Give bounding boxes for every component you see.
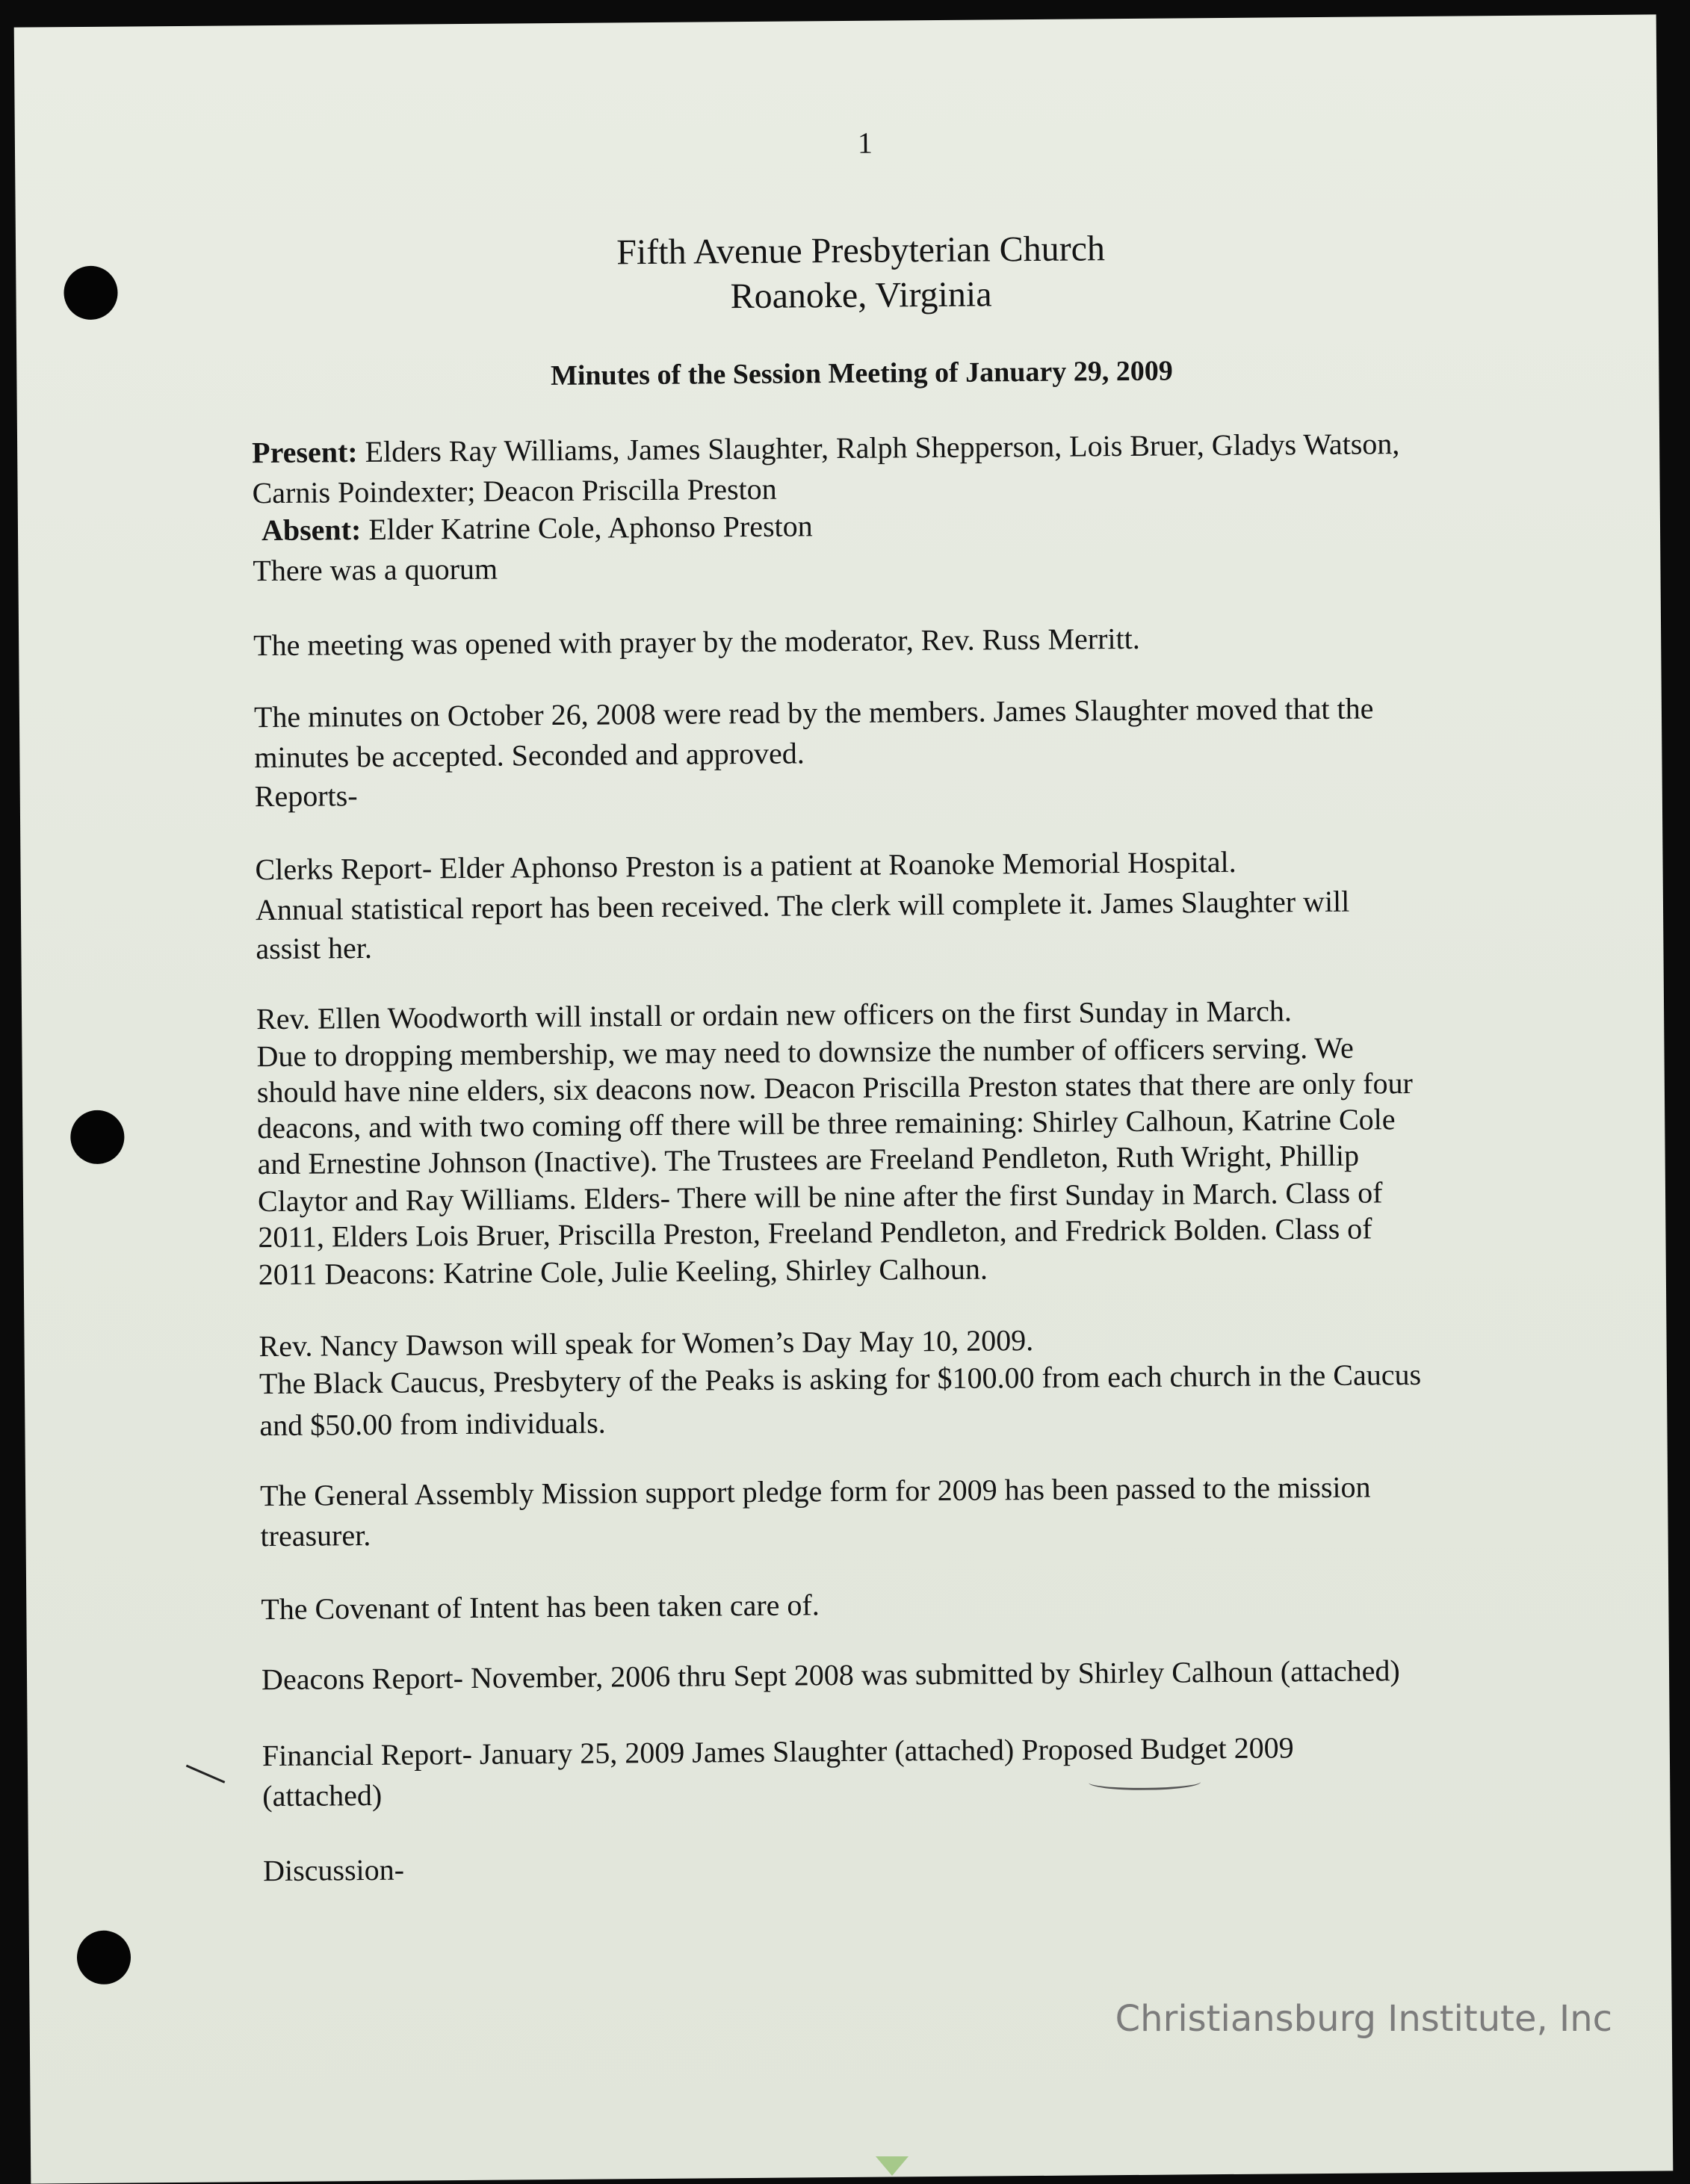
- green-tab-marker: [876, 2156, 909, 2176]
- body-line: Rev. Nancy Dawson will speak for Women’s Day May 10, 2009.: [259, 1323, 1034, 1364]
- body-line: should have nine elders, six deacons now. Deacon Priscilla Preston states that there are only four: [256, 1066, 1414, 1110]
- body-line: Discussion-: [262, 1852, 405, 1888]
- page-number: 1: [857, 126, 873, 160]
- body-line: Due to dropping membership, we may need to downsize the number of officers serving. We: [256, 1030, 1354, 1074]
- absent-names: Elder Katrine Cole, Aphonso Preston: [368, 509, 813, 546]
- body-line: Claytor and Ray Williams. Elders- There will be nine after the first Sunday in March. Class of: [257, 1175, 1383, 1219]
- church-location: Roanoke, Virginia: [730, 274, 992, 317]
- pen-margin-mark: [186, 1765, 226, 1784]
- body-line: and Ernestine Johnson (Inactive). The Trustees are Freeland Pendleton, Ruth Wright, Phillip: [257, 1138, 1360, 1181]
- body-line: Clerks Report- Elder Aphonso Preston is a patient at Roanoke Memorial Hospital.: [255, 844, 1236, 887]
- body-line: assist her.: [256, 930, 373, 966]
- present-label: Present:: [252, 435, 358, 470]
- meeting-title: Minutes of the Session Meeting of January 29, 2009: [550, 355, 1173, 392]
- body-line: Financial Report- January 25, 2009 James Slaughter (attached) Proposed Budget 2009: [261, 1730, 1294, 1773]
- body-line: (attached): [262, 1778, 383, 1813]
- absent-label: Absent:: [261, 513, 362, 548]
- present-names: Elders Ray Williams, James Slaughter, Ralph Shepperson, Lois Bruer, Gladys Watson,: [365, 427, 1400, 469]
- body-line: deacons, and with two coming off there will be three remaining: Shirley Calhoun, Katrine Cole: [257, 1102, 1396, 1145]
- body-line: Deacons Report- November, 2006 thru Sept 2008 was submitted by Shirley Calhoun (attached): [261, 1654, 1400, 1697]
- present-names-continued: Carnis Poindexter; Deacon Priscilla Preston: [252, 471, 777, 510]
- body-line: 2011, Elders Lois Bruer, Priscilla Preston, Freeland Pendleton, and Fredrick Bolden. Class of: [258, 1211, 1372, 1255]
- pen-underline-mark: [1089, 1774, 1201, 1790]
- body-line: 2011 Deacons: Katrine Cole, Julie Keeling, Shirley Calhoun.: [258, 1252, 988, 1292]
- present-line: [252, 426, 1400, 470]
- body-line: The meeting was opened with prayer by the moderator, Rev. Russ Merritt.: [253, 621, 1140, 663]
- body-line: The Black Caucus, Presbytery of the Peaks is asking for $100.00 from each church in the Caucus: [259, 1357, 1422, 1401]
- body-line: The Covenant of Intent has been taken care of.: [261, 1588, 820, 1627]
- body-line: and $50.00 from individuals.: [259, 1405, 606, 1443]
- body-line: Reports-: [254, 779, 358, 814]
- church-name: Fifth Avenue Presbyterian Church: [616, 229, 1106, 273]
- body-line: The minutes on October 26, 2008 were read by the members. James Slaughter moved that the: [253, 691, 1374, 734]
- body-line: minutes be accepted. Seconded and approved.: [254, 736, 805, 775]
- body-line: The General Assembly Mission support pledge form for 2009 has been passed to the mission: [259, 1470, 1371, 1513]
- punch-hole-bottom: [77, 1931, 131, 1985]
- document-page: [14, 14, 1674, 2183]
- body-line: Annual statistical report has been received. The clerk will complete it. James Slaughter will: [255, 884, 1350, 927]
- watermark: Christiansburg Institute, Inc: [1115, 1998, 1612, 2040]
- punch-hole-middle: [70, 1110, 125, 1165]
- body-line: Rev. Ellen Woodworth will install or ordain new officers on the first Sunday in March.: [256, 994, 1293, 1036]
- body-line: treasurer.: [260, 1518, 371, 1553]
- quorum-note: There was a quorum: [253, 551, 498, 588]
- absent-line: [261, 508, 813, 548]
